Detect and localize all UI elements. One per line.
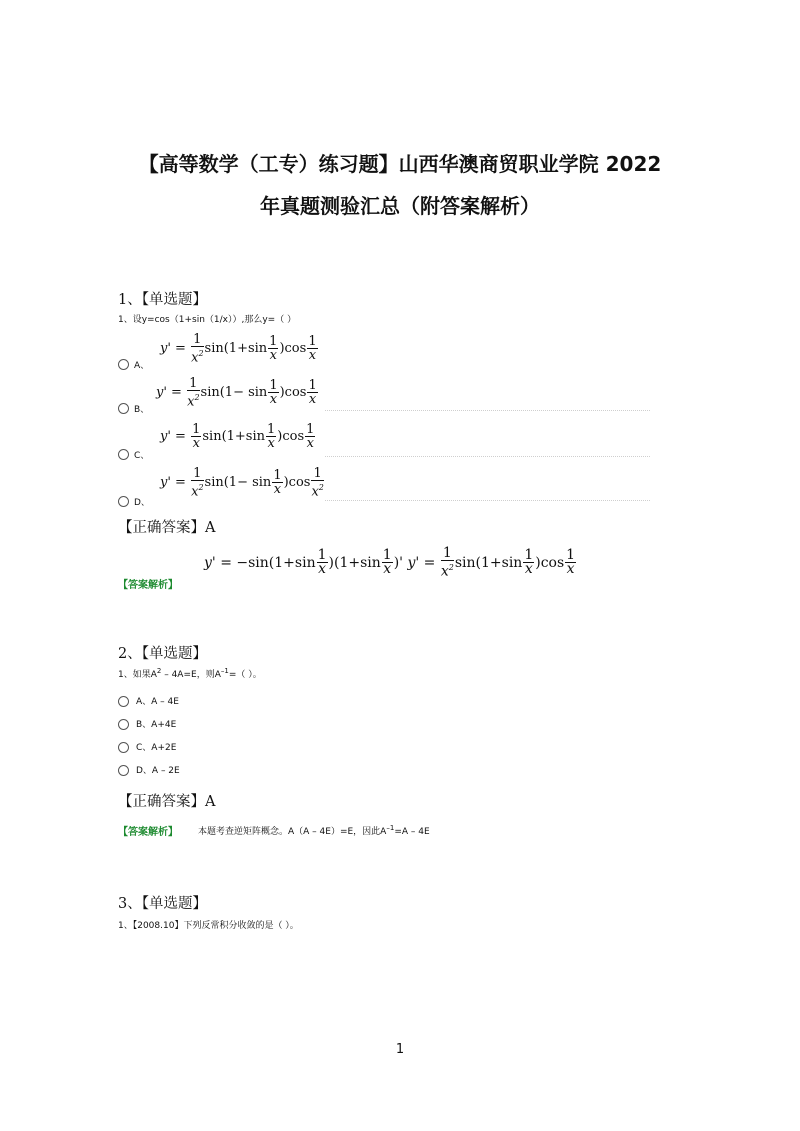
- question-2-analysis-label: 【答案解析】: [118, 827, 178, 838]
- question-1-analysis-label: 【答案解析】: [118, 580, 178, 591]
- question-1-analysis-formula: y' = −sin(1+sin $\frac{1}{x}$ )(1+sin $\frac{1}{x}$ )' y' = $\frac{1}{x^2}$ sin(1+sin $\frac{1}{x}$ )cos $\frac{1}{x}$: [204, 545, 576, 580]
- page-number: 1: [395, 1042, 405, 1057]
- option-a-label: A、: [134, 361, 150, 371]
- q2-option-d-radio[interactable]: [118, 761, 129, 780]
- document-title-line1: 【高等数学（工专）练习题】山西华澳商贸职业学院 2022: [138, 152, 662, 176]
- question-1-header: 1、【单选题】: [118, 292, 207, 308]
- divider: [325, 500, 650, 501]
- option-a-formula: y' = $\frac{1}{x^2}$ sin(1+sin $\frac{1}{x}$ )cos $\frac{1}{x}$: [160, 332, 317, 366]
- question-3-header: 3、【单选题】: [118, 896, 207, 912]
- option-c-radio[interactable]: [118, 445, 129, 464]
- q2-option-a-label: A、A – 4E: [136, 697, 179, 707]
- document-title-line2: 年真题测验汇总（附答案解析）: [260, 194, 540, 218]
- option-d-radio[interactable]: [118, 492, 129, 511]
- q2-option-a-radio[interactable]: [118, 692, 129, 711]
- q2-option-d-label: D、A – 2E: [136, 766, 180, 776]
- option-c-formula: y' = $\frac{1}{x}$ sin(1+sin $\frac{1}{x}$ )cos $\frac{1}{x}$: [160, 422, 315, 451]
- option-a-radio[interactable]: [118, 355, 129, 374]
- option-d-label: D、: [134, 498, 150, 508]
- option-d-formula: y' = $\frac{1}{x^2}$ sin(1− sin $\frac{1}{x}$ )cos $\frac{1}{x^2}$: [160, 466, 324, 500]
- option-b-label: B、: [134, 405, 150, 415]
- question-2-answer: 【正确答案】A: [118, 794, 216, 810]
- question-2-analysis-text: 本题考查逆矩阵概念。A（A – 4E）=E，因此$A^{-1}=A - 4E$: [198, 824, 430, 837]
- question-2-header: 2、【单选题】: [118, 646, 207, 662]
- q2-option-b-label: B、A+4E: [136, 720, 177, 730]
- q2-option-b-radio[interactable]: [118, 715, 129, 734]
- question-2-stem: 1、如果$A^2 - 4A=E$，则$A^{-1}=$（ ）。: [118, 667, 262, 680]
- q2-option-c-label: C、A+2E: [136, 743, 177, 753]
- question-1-answer: 【正确答案】A: [118, 520, 216, 536]
- divider: [325, 456, 650, 457]
- question-3-stem: 1、【2008.10】下列反常积分收敛的是（ ）。: [118, 921, 299, 931]
- option-b-radio[interactable]: [118, 399, 129, 418]
- option-c-label: C、: [134, 451, 150, 461]
- divider: [325, 410, 650, 411]
- option-b-formula: y' = $\frac{1}{x^2}$ sin(1− sin $\frac{1}{x}$ )cos $\frac{1}{x}$: [156, 376, 317, 410]
- q2-option-c-radio[interactable]: [118, 738, 129, 757]
- question-1-stem: 1、设y=cos（1+sin（1/x））,那么y=（ ）: [118, 315, 297, 325]
